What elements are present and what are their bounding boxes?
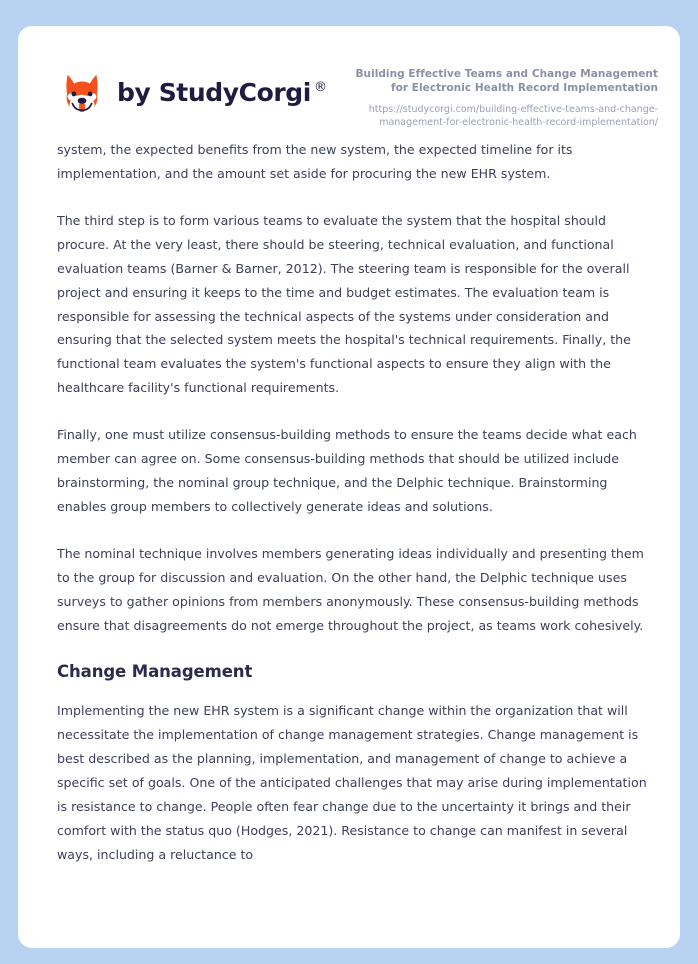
paragraph: The third step is to form various teams to evaluate the system that the hospital should procure. At the very least, there should be steering, technical evaluation, and functional evaluation teams (Barner & Barner, 2012). The steering team is responsible for the overall project and ensuring it keeps to the time and budget estimates. The evaluation team is responsible for assessing the technical aspects of the systems under consideration and ensuring that the selected system meets the hospital's technical requirements. Finally, the functional team evaluates the system's functional aspects to ensure they align with the healthcare facility's functional requirements. [57, 212, 631, 396]
paragraph: Finally, one must utilize consensus-building methods to ensure the teams decide what each member can agree on. Some consensus-building methods that should be utilized include brainstorming, the nominal group technique, and the Delphic technique. Brainstorming enables group members to collectively generate ideas and solutions. [57, 427, 637, 514]
header-meta [345, 54, 658, 130]
registered-trademark-icon: ® [313, 79, 327, 95]
brand-wordmark [117, 77, 327, 107]
document-title: Building Effective Teams and Change Management for Electronic Health Record Implementation [355, 68, 658, 95]
document-page-card [18, 26, 680, 948]
brand-name-text: by StudyCorgi [117, 77, 311, 107]
paragraph: system, the expected benefits from the new system, the expected timeline for its implementation, and the amount set aside for procuring the new EHR system. [57, 142, 573, 181]
paragraph: The nominal technique involves members generating ideas individually and presenting them to the group for discussion and evaluation. On the other hand, the Delphic technique uses surveys to gather opinions from members anonymously. These consensus-building methods ensure that disagreements do not emerge throughout the project, as teams work cohesively. [57, 545, 644, 633]
corgi-face-icon [58, 68, 106, 116]
document-body [18, 138, 680, 866]
document-header [18, 26, 680, 138]
studycorgi-brand[interactable] [58, 68, 327, 116]
section-heading-change-management: Change Management [57, 661, 253, 681]
document-source-url[interactable]: https://studycorgi.com/building-effective-teams-and-change-management-for-electronic-health-record-implementation/ [368, 103, 658, 129]
paragraph: Implementing the new EHR system is a significant change within the organization that will necessitate the implementation of change management strategies. Change management is best described as the planning, implementation, and management of change to achieve a specific set of goals. One of the anticipated challenges that may arise during implementation is resistance to change. People often fear change due to the uncertainty it brings and their comfort with the status quo (Hodges, 2021). Resistance to change can manifest in several ways, including a reluctance to [57, 703, 647, 862]
